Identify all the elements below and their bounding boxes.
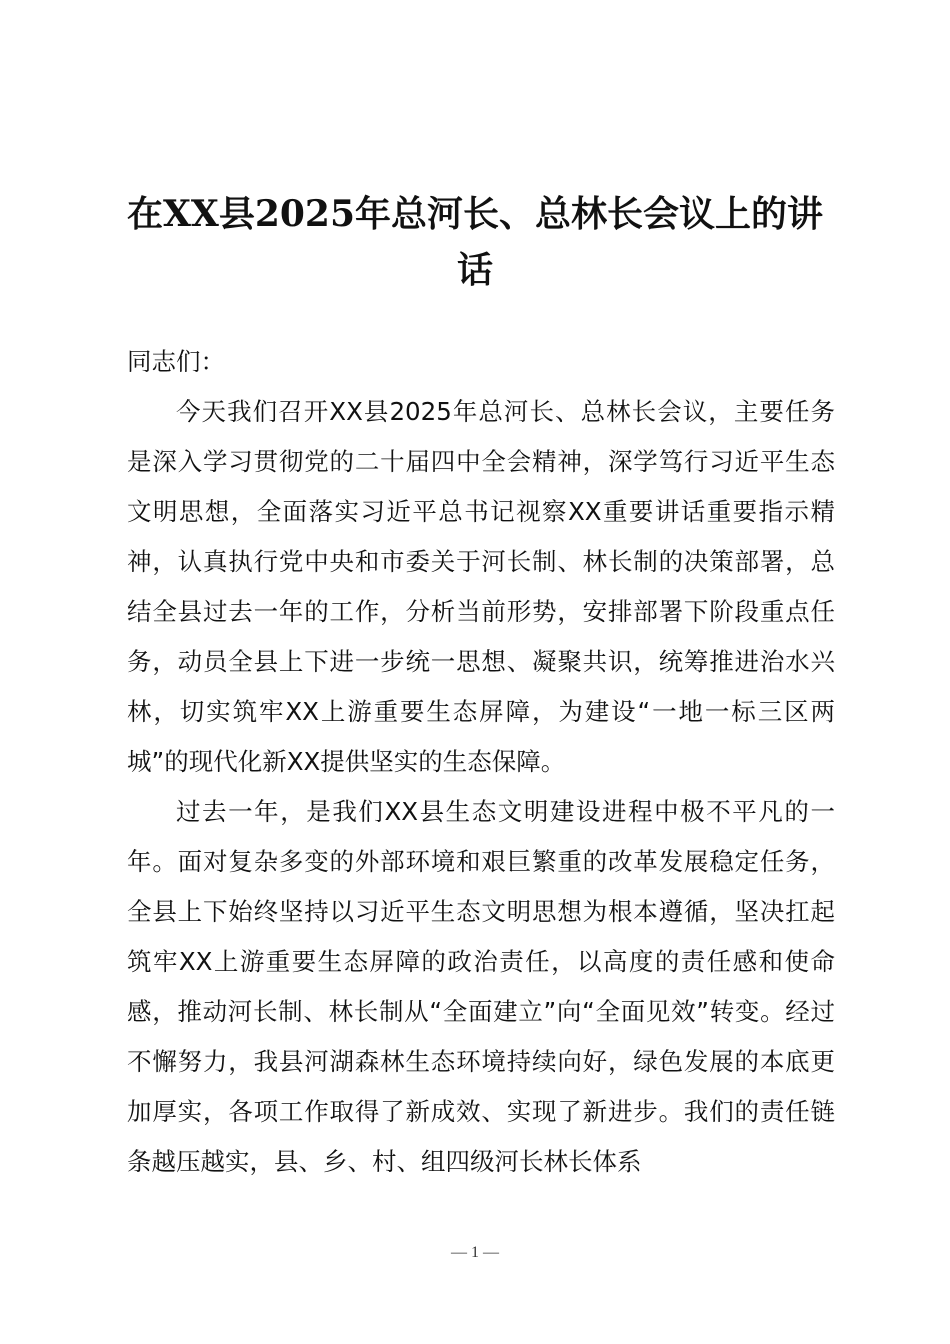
salutation: 同志们： [127, 347, 225, 376]
document-body [127, 337, 835, 1187]
document-title: 在XX县2025年总河长、总林长会议上的讲话 [126, 193, 824, 291]
page-number: — 1 — [451, 1244, 499, 1261]
paragraph-2: 过去一年，是我们XX县生态文明建设进程中极不平凡的一年。面对复杂多变的外部环境和艰巨繁重的改革发展稳定任务，全县上下始终坚持以习近平生态文明思想为根本遵循，坚决扛起筑牢XX上游重要生态屏障的政治责任，以高度的责任感和使命感，推动河长制、林长制从“全面建立”向“全面见效”转变。经过不懈努力，我县河湖森林生态环境持续向好，绿色发展的本底更加厚实，各项工作取得了新成效、实现了新进步。我们的责任链条越压越实，县、乡、村、组四级河长林长体系 [127, 797, 835, 1176]
paragraph-1: 今天我们召开XX县2025年总河长、总林长会议，主要任务是深入学习贯彻党的二十届四中全会精神，深学笃行习近平生态文明思想，全面落实习近平总书记视察XX重要讲话重要指示精神，认真执行党中央和市委关于河长制、林长制的决策部署，总结全县过去一年的工作，分析当前形势，安排部署下阶段重点任务，动员全县上下进一步统一思想、凝聚共识，统筹推进治水兴林，切实筑牢XX上游重要生态屏障，为建设“一地一标三区两城”的现代化新XX提供坚实的生态保障。 [127, 397, 835, 776]
